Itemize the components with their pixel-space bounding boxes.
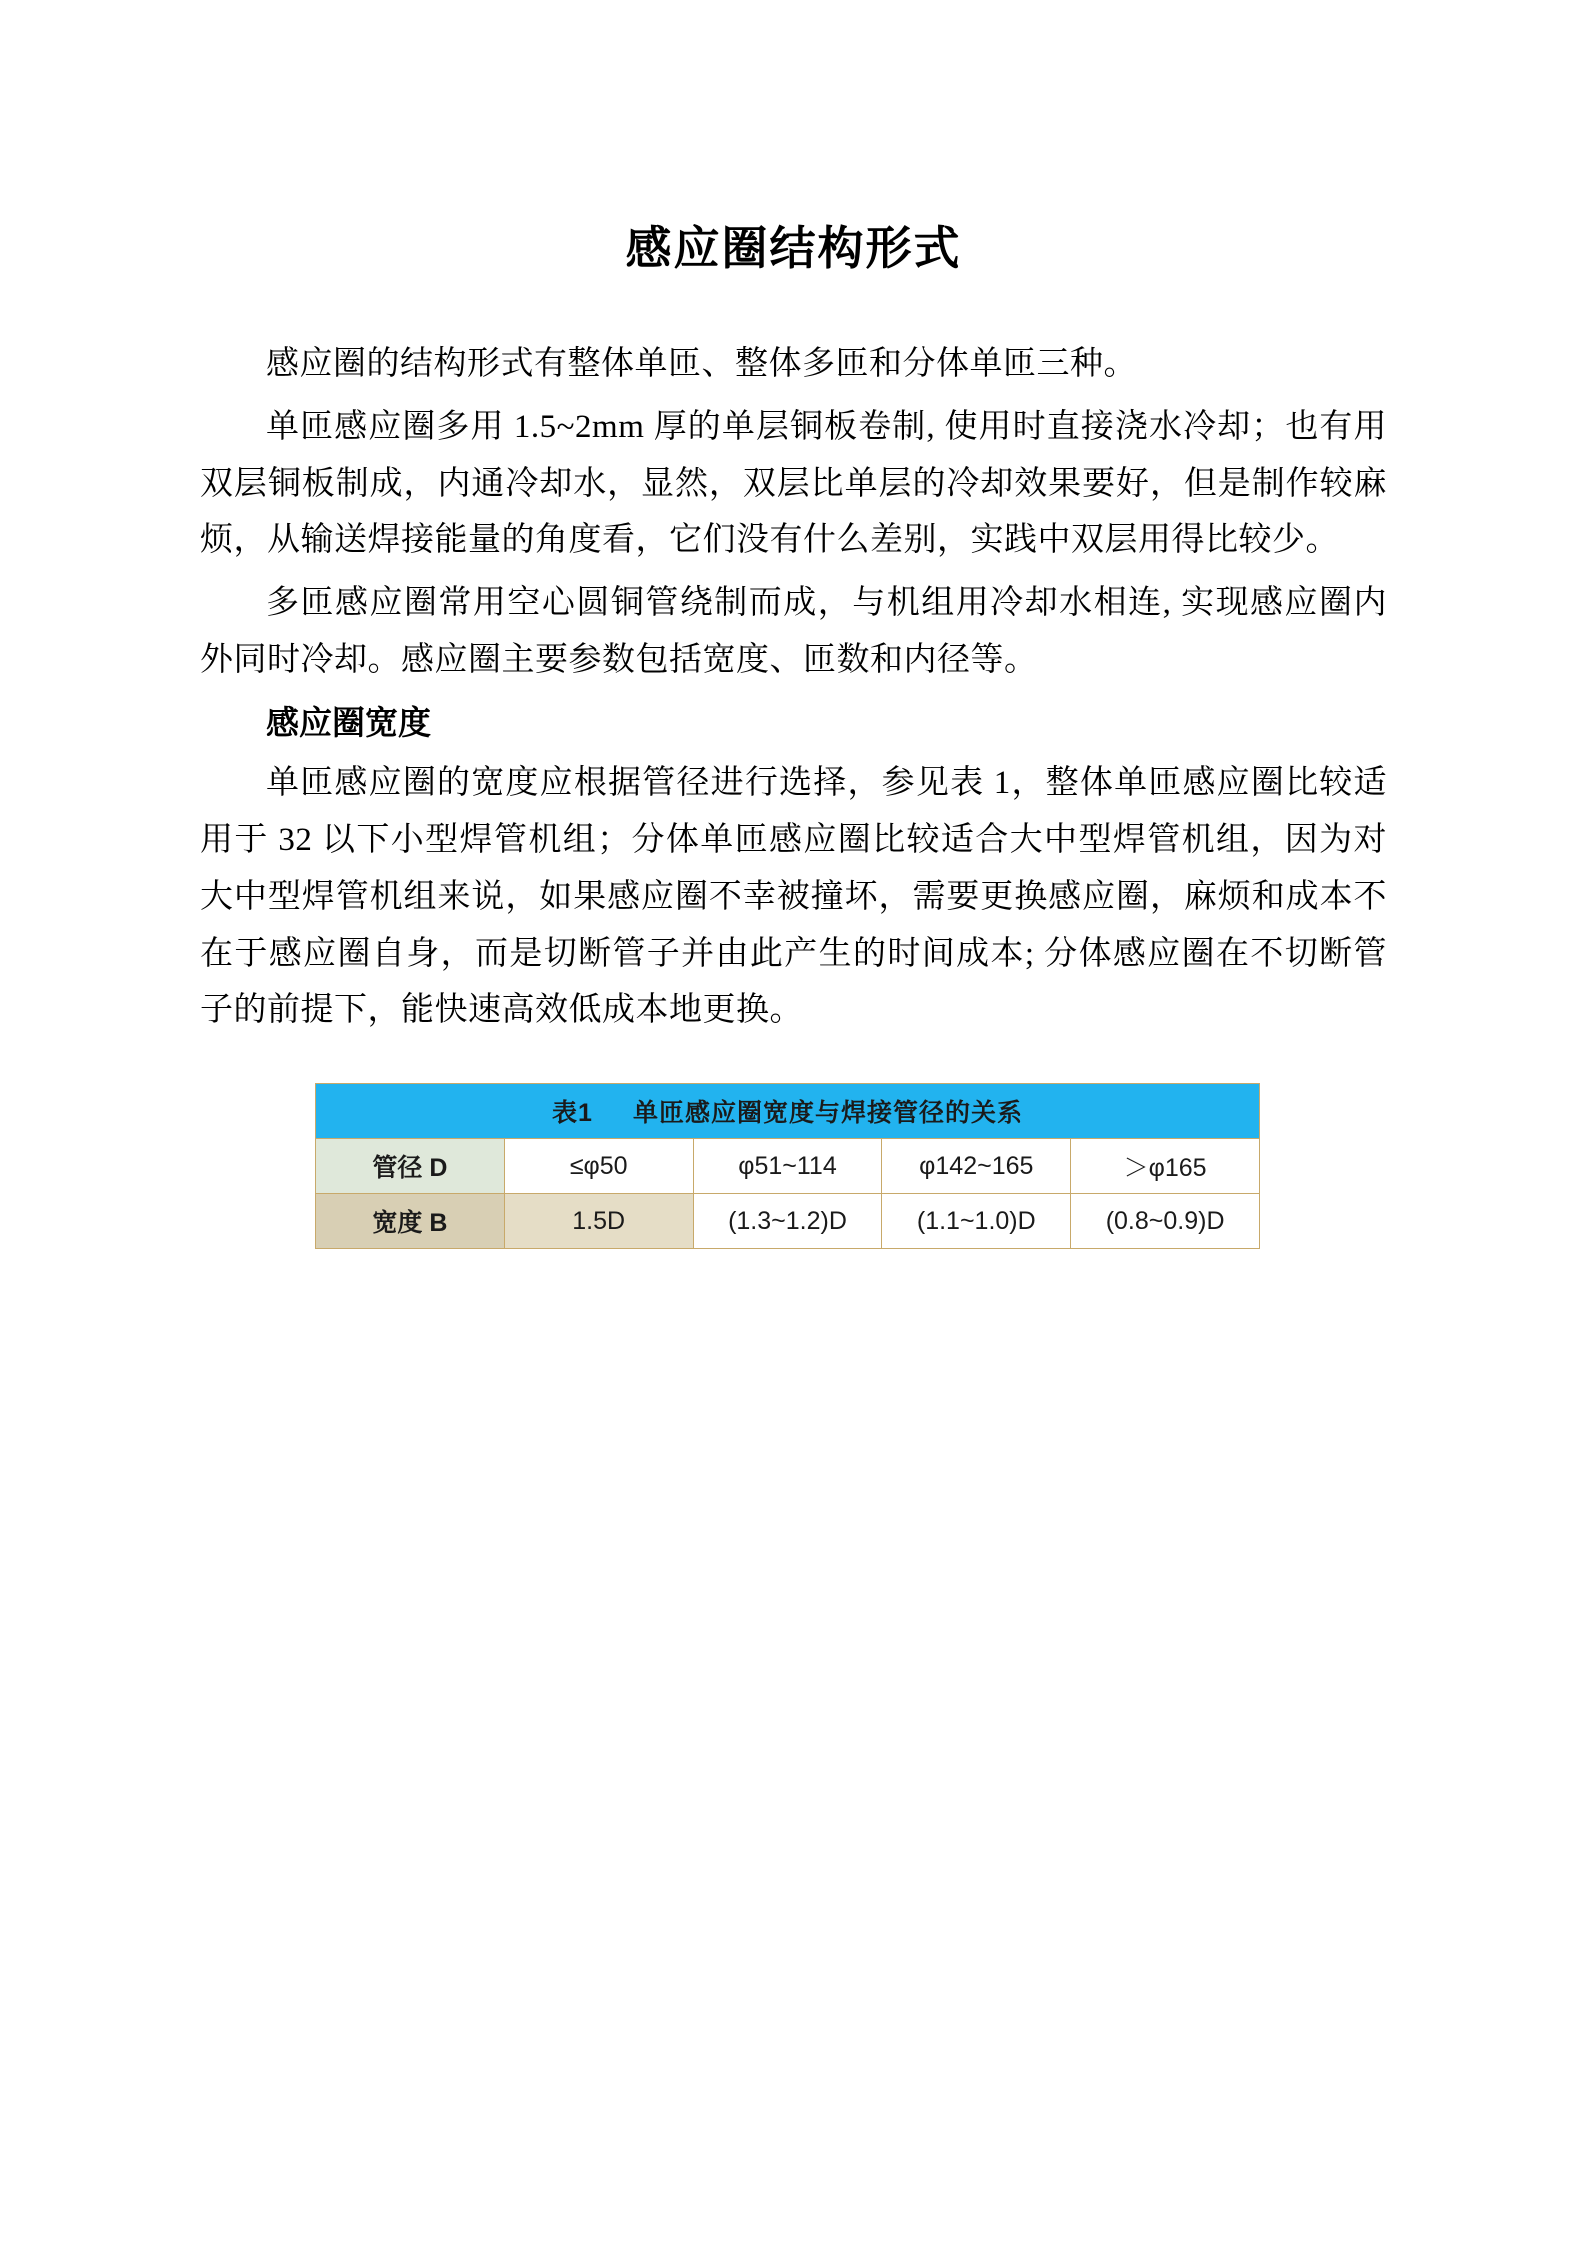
table-cell: 1.5D xyxy=(504,1194,693,1249)
paragraph-3: 多匝感应圈常用空心圆铜管绕制而成，与机组用冷却水相连, 实现感应圈内外同时冷却。感应圈主要参数包括宽度、匝数和内径等。 xyxy=(200,585,1387,678)
table-cell: (1.3~1.2)D xyxy=(693,1194,882,1249)
table-cell: (0.8~0.9)D xyxy=(1071,1194,1260,1249)
paragraph-1: 感应圈的结构形式有整体单匝、整体多匝和分体单匝三种。 xyxy=(266,346,1137,382)
pipe-diameter-width-table xyxy=(315,1083,1260,1249)
section-subheading: 感应圈宽度 xyxy=(266,703,431,741)
table-caption-row xyxy=(316,1084,1260,1139)
table-caption xyxy=(316,1084,1260,1139)
row-header-diameter: 管径 D xyxy=(316,1139,505,1194)
table-cell: ＞φ165 xyxy=(1071,1139,1260,1194)
paragraph-4: 单匝感应圈的宽度应根据管径进行选择，参见表 1，整体单匝感应圈比较适用于 32 以下小型焊管机组；分体单匝感应圈比较适合大中型焊管机组，因为对大中型焊管机组来说，如果感应圈不幸被撞坏，需要更换感应圈，麻烦和成本不在于感应圈自身，而是切断管子并由此产生的时间成本; 分体感应圈在不切断管子的前提下，能快速高效低成本地更换。 xyxy=(200,765,1387,1029)
table-cell: ≤φ50 xyxy=(504,1139,693,1194)
row-header-width: 宽度 B xyxy=(316,1194,505,1249)
table-cell: φ51~114 xyxy=(693,1139,882,1194)
page-title: 感应圈结构形式 xyxy=(625,222,962,274)
paragraph-2: 单匝感应圈多用 1.5~2mm 厚的单层铜板卷制, 使用时直接浇水冷却；也有用双层铜板制成，内通冷却水，显然，双层比单层的冷却效果要好，但是制作较麻烦，从输送焊接能量的角度看，它们没有什么差别，实践中双层用得比较少。 xyxy=(200,408,1387,559)
table-row xyxy=(316,1194,1260,1249)
table-cell: φ142~165 xyxy=(882,1139,1071,1194)
table-cell: (1.1~1.0)D xyxy=(882,1194,1071,1249)
table-container xyxy=(315,1083,1260,1249)
table-caption-text: 单匝感应圈宽度与焊接管径的关系 xyxy=(632,1099,1023,1127)
table-caption-label: 表1 xyxy=(552,1099,593,1127)
table-row xyxy=(316,1139,1260,1194)
